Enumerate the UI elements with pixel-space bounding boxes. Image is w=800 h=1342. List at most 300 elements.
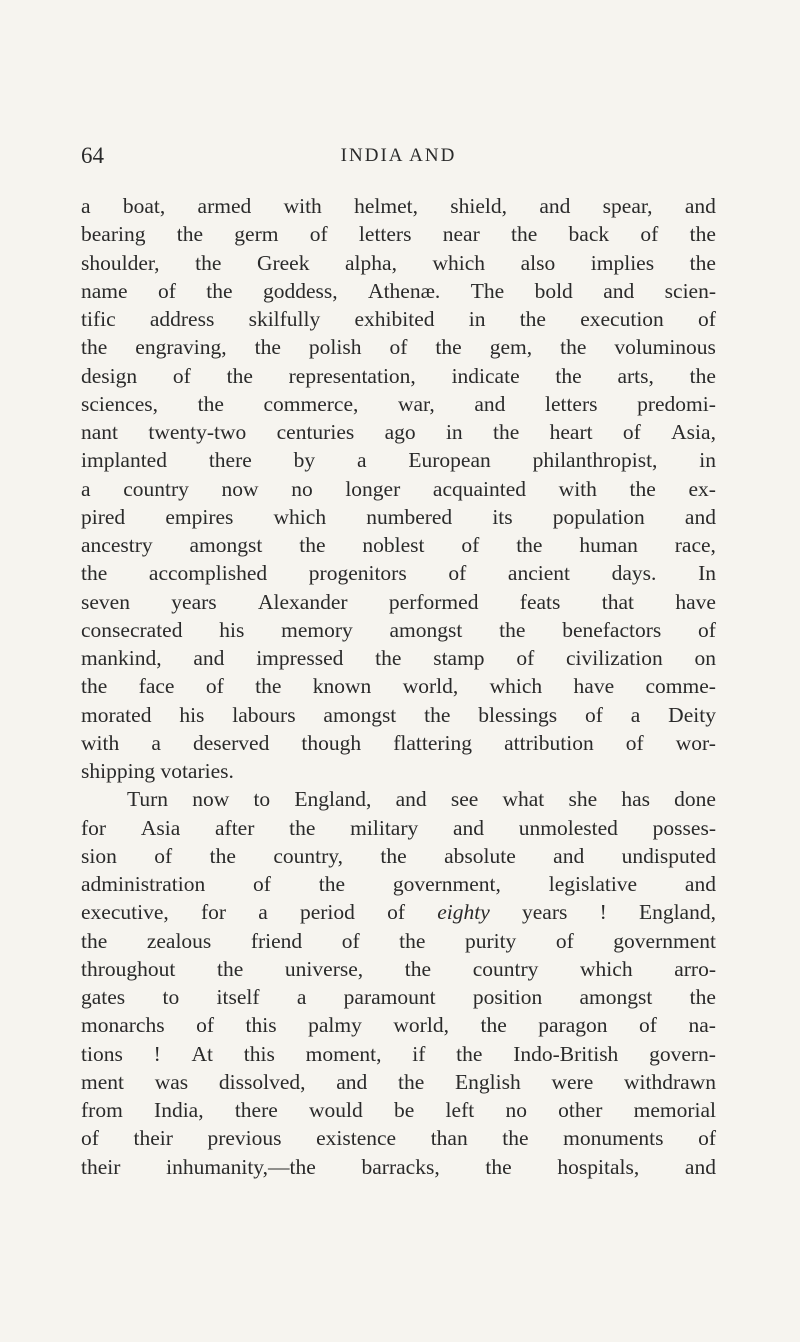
word: of — [253, 872, 271, 896]
word: of — [461, 533, 480, 557]
word: palmy — [308, 1013, 362, 1038]
word: human — [579, 533, 638, 557]
text-line — [81, 1040, 716, 1068]
word: what — [502, 787, 545, 812]
word: ! — [599, 900, 607, 925]
word: ex- — [688, 476, 716, 501]
text-line — [81, 785, 716, 813]
word: the — [424, 702, 451, 727]
word: address — [149, 307, 215, 331]
word: goddess, — [262, 278, 338, 303]
text-line — [81, 1153, 716, 1181]
word: a — [630, 702, 641, 727]
word: the — [502, 1126, 529, 1151]
text-line — [81, 1096, 716, 1124]
word: this — [243, 1041, 275, 1066]
text-line — [81, 333, 716, 361]
word: the — [209, 843, 236, 868]
word: in — [699, 448, 716, 473]
word: world, — [393, 1013, 449, 1038]
word: she — [568, 787, 598, 812]
word: barracks, — [361, 1154, 440, 1179]
word: the — [217, 956, 244, 981]
word: has — [621, 787, 650, 812]
word: English — [455, 1069, 521, 1094]
word: were — [551, 1069, 594, 1094]
word: the — [485, 1154, 512, 1179]
word: wor- — [675, 730, 716, 755]
text-line — [81, 503, 716, 531]
word: ago — [384, 420, 416, 444]
word: Alexander — [258, 589, 348, 614]
word: executive, — [81, 900, 169, 925]
word: undisputed — [621, 843, 716, 868]
word: In — [698, 561, 716, 586]
word: deserved — [192, 730, 270, 755]
word: the — [689, 250, 716, 275]
word: which — [432, 250, 486, 275]
text-line — [81, 927, 716, 955]
word: armed — [197, 194, 252, 218]
word: and — [684, 504, 716, 529]
word: feats — [519, 589, 561, 614]
word: amongst — [389, 617, 463, 642]
word: the — [197, 391, 224, 416]
text-line — [81, 249, 716, 277]
word: noblest — [362, 533, 425, 557]
word: benefactors — [562, 617, 662, 642]
word: numbered — [366, 504, 453, 529]
word: the — [511, 222, 538, 247]
word: the — [380, 843, 407, 868]
word: indicate — [451, 363, 520, 388]
word: the — [195, 250, 222, 275]
text-line — [81, 192, 716, 220]
word: ancestry — [81, 533, 153, 557]
word: now — [221, 476, 259, 501]
word: absolute — [444, 843, 516, 868]
word: the — [81, 335, 108, 360]
text-line — [81, 870, 716, 898]
text-line — [81, 729, 716, 757]
word: of — [640, 222, 659, 247]
word: and — [474, 391, 506, 416]
word: bold — [534, 278, 573, 303]
word: memorial — [633, 1098, 716, 1122]
word: of — [154, 843, 173, 868]
word: of — [625, 730, 644, 755]
word: memory — [281, 617, 353, 642]
word: monarchs — [81, 1013, 165, 1038]
word: of — [172, 363, 191, 388]
word: face — [138, 674, 175, 699]
word: to — [253, 787, 271, 812]
word: military — [350, 815, 419, 840]
word: of — [341, 928, 360, 953]
word: of — [698, 1126, 716, 1151]
word: legislative — [548, 872, 638, 896]
word: longer — [345, 476, 401, 501]
word: government, — [392, 872, 501, 896]
word: years — [522, 900, 568, 925]
word: to — [162, 985, 180, 1009]
word: with — [558, 476, 597, 501]
word: nant — [81, 420, 119, 444]
word: no — [505, 1098, 527, 1122]
word: of — [205, 674, 224, 699]
word: amongst — [189, 533, 263, 557]
word: administration — [81, 872, 206, 896]
text-line — [81, 475, 716, 503]
word: by — [293, 448, 316, 473]
word: done — [674, 787, 716, 812]
word: and — [453, 815, 485, 840]
word: existence — [316, 1126, 397, 1151]
word: shipping — [81, 759, 156, 783]
word: of — [698, 617, 716, 642]
word: of — [698, 307, 716, 331]
word: polish — [308, 335, 362, 360]
word: population — [552, 504, 645, 529]
word: moment, — [305, 1041, 382, 1066]
word: itself — [216, 985, 260, 1009]
word: pired — [81, 504, 126, 529]
word: and — [395, 787, 427, 812]
word: bearing — [81, 222, 146, 247]
word: monuments — [563, 1126, 664, 1151]
word: progenitors — [308, 561, 407, 586]
word: with — [81, 730, 120, 755]
word: arts, — [617, 363, 654, 388]
word: of — [387, 900, 406, 925]
word: there — [208, 448, 252, 473]
word: in — [468, 307, 486, 331]
word: the — [255, 674, 282, 699]
text-line — [81, 898, 716, 926]
word: accomplished — [148, 561, 268, 586]
word: scien- — [664, 278, 716, 303]
word: centuries — [276, 420, 355, 444]
word: be — [394, 1098, 415, 1122]
word: the — [689, 363, 716, 388]
word: though — [301, 730, 362, 755]
word: the — [629, 476, 656, 501]
word: now — [192, 787, 230, 812]
word: labours — [232, 702, 296, 727]
word: known — [312, 674, 372, 699]
word: period — [299, 900, 355, 925]
word: impressed — [256, 646, 344, 670]
word: their — [81, 1154, 121, 1179]
word: votaries. — [160, 759, 234, 783]
word: a — [296, 985, 307, 1009]
word: ancient — [507, 561, 570, 586]
word: shield, — [450, 194, 508, 218]
word: germ — [234, 222, 279, 247]
word: engraving, — [135, 335, 227, 360]
word: stamp — [433, 646, 485, 670]
word: country, — [273, 843, 343, 868]
word: their — [133, 1126, 173, 1151]
word: that — [601, 589, 634, 614]
word: the — [689, 985, 716, 1009]
word: amongst — [323, 702, 397, 727]
word: universe, — [284, 956, 364, 981]
word: helmet, — [354, 194, 418, 218]
word: its — [492, 504, 513, 529]
word: ment — [81, 1069, 124, 1094]
word: position — [472, 985, 543, 1009]
word: gem, — [489, 335, 533, 360]
word: the — [404, 956, 432, 981]
word: the — [375, 646, 402, 670]
text-line — [81, 1124, 716, 1152]
word: of — [448, 561, 467, 586]
word: seven — [81, 589, 130, 614]
word: the — [226, 363, 253, 388]
word: have — [573, 674, 615, 699]
word: country — [472, 956, 539, 981]
text-line — [81, 701, 716, 729]
word: throughout — [81, 956, 176, 981]
word: previous — [207, 1126, 282, 1151]
word: the — [435, 335, 462, 360]
word: boat, — [122, 194, 166, 218]
word: in — [445, 420, 463, 444]
word: would — [309, 1098, 363, 1122]
text-line — [81, 220, 716, 248]
word: consecrated — [81, 617, 183, 642]
word: attribution — [504, 730, 594, 755]
word: Deity — [668, 702, 716, 727]
word: performed — [388, 589, 479, 614]
word: the — [493, 420, 520, 444]
word: the — [81, 561, 108, 586]
word: hospitals, — [557, 1154, 640, 1179]
word: paragon — [538, 1013, 608, 1038]
word: the — [398, 1069, 425, 1094]
word: dissolved, — [218, 1069, 306, 1094]
word: the — [254, 335, 281, 360]
text-line — [81, 1068, 716, 1096]
word: India, — [154, 1098, 204, 1122]
word: if — [412, 1041, 426, 1066]
word: Athenæ. — [368, 278, 441, 303]
word: of — [516, 646, 535, 670]
word: the — [318, 872, 346, 896]
word: a — [356, 448, 367, 473]
word: withdrawn — [624, 1069, 716, 1094]
text-line — [81, 644, 716, 672]
word: The — [470, 278, 505, 303]
word: of — [622, 420, 641, 444]
word: also — [520, 250, 556, 275]
word: heart — [549, 420, 593, 444]
word: morated — [81, 702, 152, 727]
word: tions — [81, 1041, 123, 1066]
word: civilization — [566, 646, 663, 670]
word: a — [151, 730, 161, 755]
word: which — [273, 504, 327, 529]
word: arro- — [674, 956, 716, 981]
word: a — [258, 900, 268, 925]
word: of — [309, 222, 328, 247]
text-line — [81, 531, 716, 559]
word: purity — [464, 928, 517, 953]
word: race, — [674, 533, 716, 557]
body-text — [81, 192, 716, 1181]
word: letters — [544, 391, 598, 416]
word: which — [489, 674, 543, 699]
word: days. — [611, 561, 657, 586]
word: commerce, — [263, 391, 359, 416]
word: inhumanity,—the — [166, 1154, 316, 1179]
word: na- — [688, 1013, 716, 1038]
word: voluminous — [614, 335, 716, 360]
word: European — [408, 448, 491, 473]
word: the — [81, 928, 108, 953]
page-header — [81, 143, 716, 173]
word: representation, — [288, 363, 416, 388]
word: acquainted — [432, 476, 527, 501]
running-head: INDIA AND — [340, 145, 457, 166]
word: of — [639, 1013, 657, 1038]
word: near — [442, 222, 480, 247]
word: spear, — [602, 194, 653, 218]
text-line — [81, 757, 716, 785]
word: see — [450, 787, 479, 812]
word: unmolested — [518, 815, 618, 840]
word: England, — [294, 787, 372, 812]
word: Indo-British — [513, 1041, 619, 1066]
word: amongst — [579, 985, 653, 1009]
text-line — [81, 616, 716, 644]
text-line — [81, 1011, 716, 1039]
word: the — [399, 928, 426, 953]
word: twenty-two — [148, 420, 247, 444]
word: of — [157, 278, 176, 303]
word: the — [176, 222, 204, 247]
word: of — [196, 1013, 215, 1038]
word: from — [81, 1098, 123, 1122]
word: alpha, — [345, 250, 397, 275]
word: country — [123, 476, 189, 501]
text-line — [81, 983, 716, 1011]
word: empires — [165, 504, 234, 529]
text-line — [81, 814, 716, 842]
word: government — [613, 928, 716, 953]
word: the — [81, 674, 108, 699]
word: and — [603, 278, 635, 303]
word: govern- — [649, 1041, 716, 1066]
word: and — [193, 646, 225, 670]
text-line — [81, 672, 716, 700]
word: ! — [153, 1041, 161, 1066]
word: of — [584, 702, 603, 727]
word: back — [568, 222, 610, 247]
word: paramount — [343, 985, 436, 1009]
word: for — [200, 900, 227, 925]
word: Greek — [256, 250, 310, 275]
word: war, — [397, 391, 435, 416]
word: name — [81, 278, 128, 303]
word: world, — [402, 674, 459, 699]
text-line — [81, 305, 716, 333]
word: on — [694, 646, 716, 670]
word: a — [81, 194, 91, 218]
word: tific — [81, 307, 116, 331]
word: years — [171, 589, 217, 614]
word: after — [215, 815, 255, 840]
word: his — [179, 702, 205, 727]
word: comme- — [645, 674, 716, 699]
word: for — [81, 815, 107, 840]
word: friend — [250, 928, 303, 953]
word: left — [445, 1098, 475, 1122]
text-line — [81, 588, 716, 616]
word: letters — [358, 222, 412, 247]
word: the — [555, 363, 582, 388]
page-number: 64 — [81, 143, 104, 168]
text-line — [81, 362, 716, 390]
word: and — [684, 194, 716, 218]
word: which — [580, 956, 633, 981]
word: gates — [81, 985, 126, 1009]
word: the — [519, 307, 546, 331]
word: implies — [590, 250, 655, 275]
word: the — [299, 533, 326, 557]
word: this — [245, 1013, 277, 1038]
word: mankind, — [81, 646, 162, 670]
word: the — [499, 617, 526, 642]
word: the — [480, 1013, 507, 1038]
word: and — [336, 1069, 368, 1094]
word: implanted — [81, 448, 167, 473]
text-line — [81, 446, 716, 474]
word: there — [234, 1098, 278, 1122]
word: At — [191, 1041, 214, 1066]
word: Turn — [127, 787, 169, 812]
word: and — [553, 843, 585, 868]
text-line — [81, 559, 716, 587]
word: other — [558, 1098, 603, 1122]
text-line — [81, 277, 716, 305]
word: England, — [638, 900, 716, 925]
word: and — [539, 194, 571, 218]
word: and — [684, 1154, 716, 1179]
word: Asia, — [671, 420, 716, 444]
word: skilfully — [248, 307, 321, 331]
text-line — [81, 390, 716, 418]
word: the — [289, 815, 316, 840]
word: the — [206, 278, 233, 303]
word: exhibited — [354, 307, 435, 331]
word: flattering — [393, 730, 473, 755]
word: of — [555, 928, 574, 953]
word: philanthropist, — [532, 448, 658, 473]
word: have — [675, 589, 716, 614]
text-line — [81, 418, 716, 446]
word: no — [291, 476, 313, 501]
text-line — [81, 842, 716, 870]
word: design — [81, 363, 138, 388]
word: the — [689, 222, 716, 247]
word: sciences, — [81, 391, 159, 416]
word: than — [430, 1126, 468, 1151]
word: shoulder, — [81, 250, 160, 275]
word: sion — [81, 843, 117, 868]
word: zealous — [146, 928, 212, 953]
